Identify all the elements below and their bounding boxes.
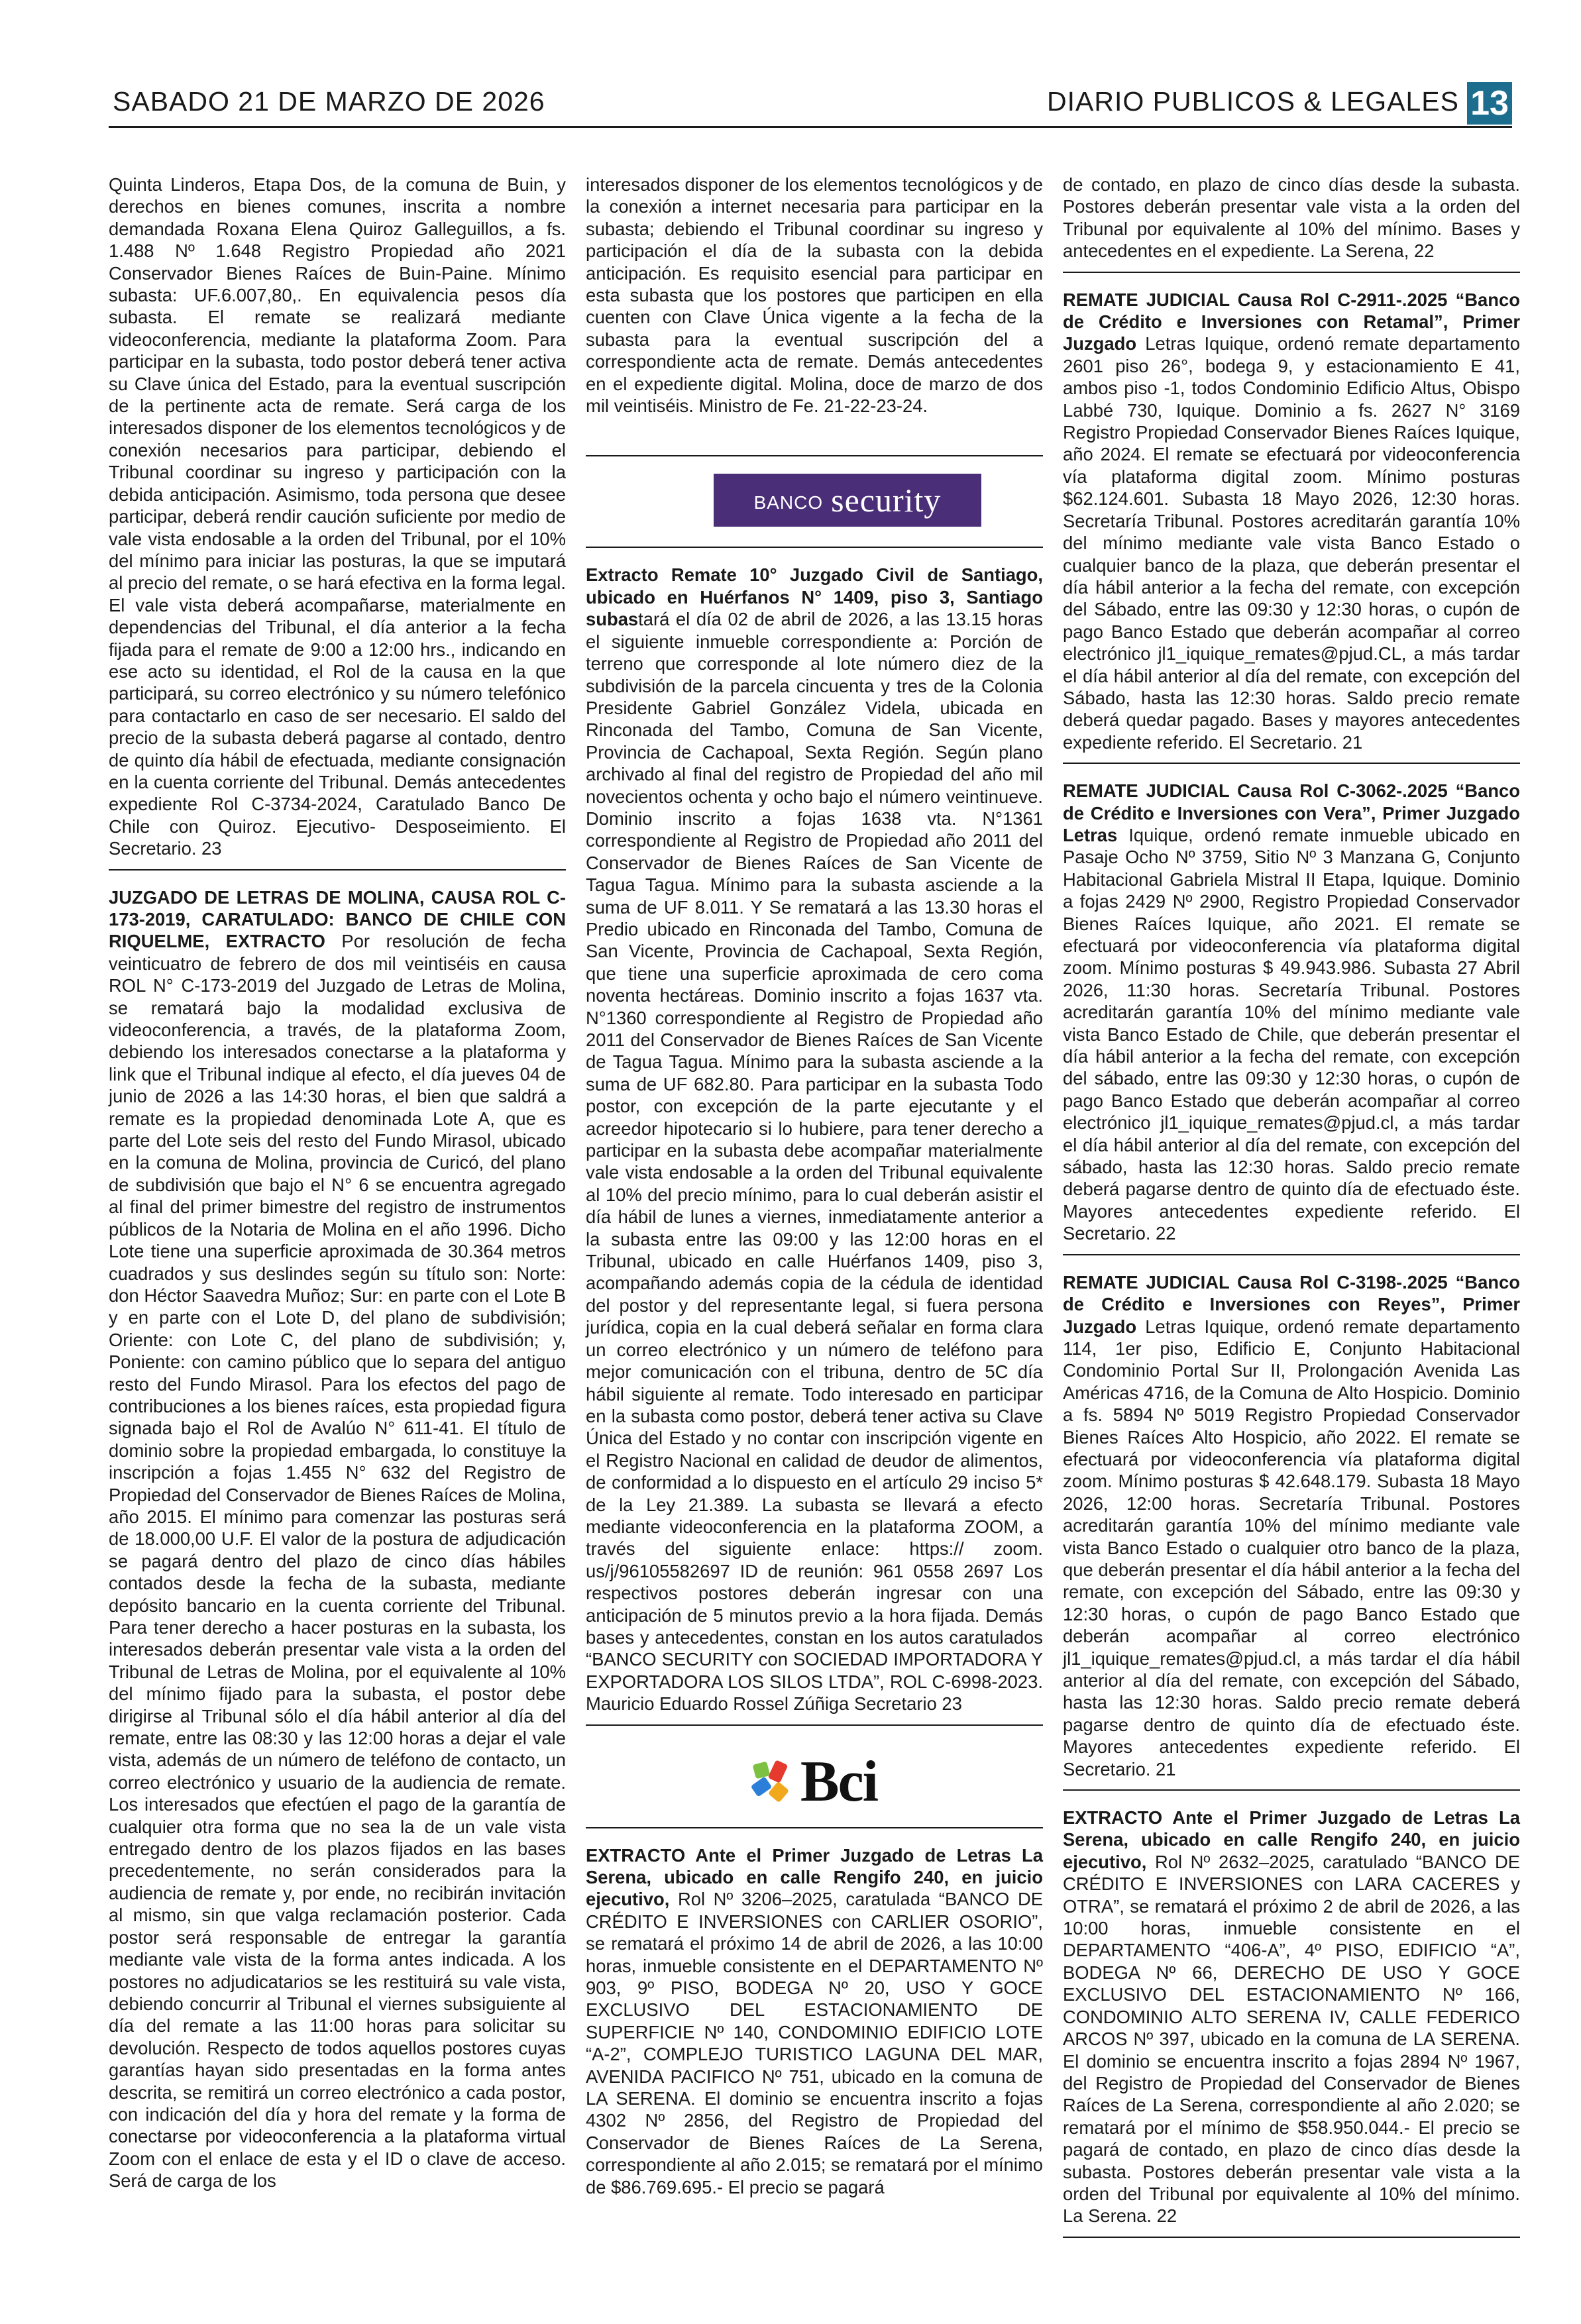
column-1 bbox=[109, 174, 566, 2217]
column-2 bbox=[586, 174, 1043, 2223]
notice-text: de contado, en plazo de cinco días desde la subasta. Postores deberán presentar vale vista a la orden del Tribunal por equivalente al 10% del mínimo. Bases y antecedentes en el expediente. La Serena, 22 bbox=[1063, 174, 1520, 262]
notice-title: JUZGADO DE LETRAS DE MOLINA, CAUSA ROL C-173-2019, CARATULADO: BANCO DE CHILE CON RIQUELME, EXTRACTO bbox=[109, 886, 566, 952]
bci-logo-text: Bci bbox=[800, 1749, 878, 1814]
notice-text bbox=[586, 564, 1043, 1715]
notice-text bbox=[586, 1844, 1043, 2199]
notice-body: Rol Nº 3206–2025, caratulada “BANCO DE CRÉDITO E INVERSIONES con CARLIER OSORIO”, se rematará el próximo 14 de abril de 2026, a las 10:00 horas, inmueble consistente en el DEPARTAMENTO Nº 903, 9º PISO, BODEGA Nº 20, USO Y GOCE EXCLUSIVO DEL ESTACIONAMIENTO DE SUPERFICIE Nº 140, CONDOMINIO EDIFICIO LOTE “A-2”, COMPLEJO TURISTICO LAGUNA DEL MAR, AVENIDA PACIFICO Nº 751, ubicado en la comuna de LA SERENA. El dominio se encuentra inscrito a fojas 4302 Nº 2856, del Registro de Propiedad del Conservador de Bienes Raíces de La Serena, correspondiente al año 2.015; se rematará por el mínimo de $86.769.695.- El precio se pagará bbox=[586, 1889, 1043, 2197]
notice-body: Iquique, ordenó remate inmueble ubicado en Pasaje Ocho Nº 3759, Sitio Nº 3 Manzana G, Conjunto Habitacional Gabriela Mistral II Etapa, Iquique. Dominio a fojas 2429 Nº 2900, Registro Propiedad Conservador Bienes Raíces Iquique, año 2021. El remate se efectuará por videoconferencia vía plataforma digital zoom. Mínimo posturas $ 49.943.986. Subasta 27 Abril 2026, 11:30 horas. Secretaría Tribunal. Postores acreditarán garantía 10% del mínimo mediante vale vista Banco Estado de Chile, que deberán presentar el día hábil anterior a la fecha del remate, con excepción del sábado, entre las 09:30 y 12:30 horas, o cupón de pago Banco Estado que deberán acompañar al correo electrónico jl1_iquique_remates@pjud.cl, a más tardar el día hábil anterior al día del remate, con excepción del sábado, hasta las 12:30 horas. Saldo precio remate deberá pagarse dentro de quinto día de efectuado éste. Mayores antecedentes expediente referido. El Secretario. 22 bbox=[1063, 824, 1520, 1244]
notice-title: REMATE JUDICIAL Causa Rol C-2911-.2025 “Banco de Crédito e Inversiones con Retamal”, Primer Juzgado bbox=[1063, 289, 1520, 354]
column-3 bbox=[1063, 174, 1520, 2254]
notice-10-juzgado-santiago bbox=[586, 564, 1043, 1725]
notice-body: Letras Iquique, ordenó remate departamento 114, 1er piso, Edificio E, Conjunto Habitacional Condominio Portal Sur II, Prolongación Avenida Las Américas 4716, de la Comuna de Alto Hospicio. Dominio a fs. 5894 Nº 5019 Registro Propiedad Conservador Bienes Raíces Alto Hospicio, año 2022. El remate se efectuará por videoconferencia vía plataforma digital zoom. Mínimo posturas $ 42.648.179. Subasta 18 Mayo 2026, 12:00 horas. Secretaría Tribunal. Postores acreditarán garantía 10% del mínimo mediante vale vista Banco Estado o cualquier otro banco de la plaza, que deberán presentar el día hábil anterior a la fecha del remate, con excepción del Sábado, entre las 09:30 y 12:30 horas, o cupón de pago Banco Estado que deberán acompañar al correo electrónico jl1_iquique_remates@pjud.cl, a más tardar el día hábil anterior al día del remate, con excepción del Sábado, hasta las 12:30 horas. Saldo precio remate deberá pagarse dentro de quinto día de efectuado éste. Mayores antecedentes expediente referido. El Secretario. 21 bbox=[1063, 1316, 1520, 1779]
notice-body: Letras Iquique, ordenó remate departamento 2601 piso 26°, bodega 9, y estacionamiento E 41, ambos piso -1, todos Condominio Edificio Altus, Obispo Labbé 730, Iquique. Dominio a fs. 2627 N° 3169 Registro Propiedad Conservador Bienes Raíces Iquique, año 2024. El remate se efectuará por videoconferencia vía plataforma digital zoom. Mínimo posturas $62.124.601. Subasta 18 Mayo 2026, 12:30 horas. Secretaría Tribunal. Postores acreditarán garantía 10% del mínimo mediante vale vista Banco Estado o cualquier banco de la plaza, que deberán presentar el día hábil anterior a la fecha del remate, con excepción del Sábado, entre las 09:30 y 12:30 horas, o cupón de pago Banco Estado que deberán acompañar al correo electrónico jl1_iquique_remates@pjud.CL, a más tardar el día hábil anterior al día del remate, con excepción del Sábado, hasta las 12:30 horas. Saldo precio remate deberá quedar pagado. Bases y mayores antecedentes expediente referido. El Secretario. 21 bbox=[1063, 333, 1520, 753]
notice-title: EXTRACTO Ante el Primer Juzgado de Letras La Serena, ubicado en calle Rengifo 240, en juicio ejecutivo, bbox=[586, 1844, 1043, 1910]
notice-remate-vera bbox=[1063, 780, 1520, 1255]
bci-star-icon bbox=[751, 1758, 794, 1805]
notice-text: Quinta Linderos, Etapa Dos, de la comuna de Buin, y derechos en bienes comunes, inscrita a nombre demandada Roxana Elena Quiroz Galleguillos, a fs. 1.488 Nº 1.648 Registro Propiedad año 2021 Conservador Bienes Raíces de Buin-Paine. Mínimo subasta: UF.6.007,80,. En equivalencia pesos día subasta. El remate se realizará mediante videoconferencia, mediante la plataforma Zoom. Para participar en la subasta, todo postor deberá tener activa su Clave única del Estado, para la eventual suscripción de la pertinente acta de remate. Será carga de los interesados disponer de los elementos tecnológicos y de conexión necesarios para participar, debiendo el Tribunal coordinar su ingreso y participación con la debida anticipación. Asimismo, toda persona que desee participar, deberá rendir caución suficiente por medio de vale vista endosable a la orden del Tribunal, por el 10% del mínimo para iniciar las posturas, la que se imputará al precio del remate, o se hará efectiva en la forma legal. El vale vista deberá acompañarse, materialmente en dependencias del Tribunal, el día anterior a la fecha fijada para el remate de 9:00 a 12:00 hrs., indicando en ese acto su identidad, el Rol de la causa en la que participará, su correo electrónico y su número telefónico para contactarlo en caso de ser necesario. El saldo del precio de la subasta deberá pagarse al contado, dentro de quinto día hábil de efectuada, mediante consignación en la cuenta corriente del Tribunal. Demás antecedentes expediente Rol C-3734-2024, Caratulado Banco De Chile con Quiroz. Ejecutivo- Desposeimiento. El Secretario. 23 bbox=[109, 174, 566, 859]
notice-text bbox=[1063, 1271, 1520, 1780]
bci-logo bbox=[751, 1748, 877, 1815]
notice-text bbox=[1063, 1807, 1520, 2227]
logo-security-text: security bbox=[831, 482, 942, 519]
notice-molina-continued bbox=[586, 174, 1043, 426]
notice-title: EXTRACTO Ante el Primer Juzgado de Letras La Serena, ubicado en calle Rengifo 240, en juicio ejecutivo, bbox=[1063, 1807, 1520, 1872]
notice-title: REMATE JUDICIAL Causa Rol C-3198-.2025 “Banco de Crédito e Inversiones con Reyes”, Primer Juzgado bbox=[1063, 1271, 1520, 1337]
notice-text bbox=[1063, 289, 1520, 754]
notice-text bbox=[109, 886, 566, 2192]
notice-title: REMATE JUDICIAL Causa Rol C-3062-.2025 “Banco de Crédito e Inversiones con Vera”, Primer Juzgado Letras bbox=[1063, 780, 1520, 845]
notice-remate-reyes bbox=[1063, 1271, 1520, 1791]
notice-buin bbox=[109, 174, 566, 871]
notice-la-serena-continued bbox=[1063, 174, 1520, 273]
banco-security-logo bbox=[714, 474, 981, 527]
notice-remate-retamal bbox=[1063, 289, 1520, 765]
notice-body: tará el día 02 de abril de 2026, a las 13.15 horas el siguiente inmueble correspondiente a: Porción de terreno que corresponde al lote número diez de la subdivisión de la parcela cincuenta y tres de la Colonia Presidente Gabriel González Videla, ubicada en Rinconada del Tambo, Comuna de San Vicente, Provincia de Cachapoal, Sexta Región. Según plano archivado al final del registro de Propiedad del año mil novecientos ochenta y ocho bajo el número veintinueve. Dominio inscrito a fojas 1638 vta. N°1361 correspondiente al Registro de Propiedad año 2011 del Conservador de Bienes Raíces de San Vicente de Tagua Tagua. Mínimo para la subasta asciende a la suma de UF 8.011. Y Se rematará a las 13.30 horas el Predio ubicado en Rinconada del Tambo, Comuna de San Vicente, Provincia de Cachapoal, Sexta Región, que tiene una superficie aproximada de cero coma noventa hectáreas. Dominio inscrito a fojas 1637 vta. N°1360 correspondiente al Registro de Propiedad año 2011 del Conservador de Bienes Raíces de San Vicente de Tagua Tagua. Mínimo para la subasta asciende a la suma de UF 682.80. Para participar en la subasta Todo postor, con excepción de la parte ejecutante y el acreedor hipotecario si lo hubiere, para tener derecho a participar en la subasta debe acompañar materialmente vale vista endosable a la orden del Tribunal equivalente al 10% del precio mínimo, para lo cual deberán asistir el día hábil de lunes a viernes, inmediatamente anterior a la subasta entre las 09:00 y las 12:00 horas en el Tribunal, ubicado en calle Huérfanos 1409, piso 3, acompañando además copia de la cédula de identidad del postor y del representante legal, si fuera persona jurídica, copia en la cual deberá señalar en forma clara un correo electrónico y un número de teléfono para mejor comunicación con el tribuna, dentro de 5C día hábil siguiente al remate. Todo interesado en participar en la subasta como postor, deberá tener activa su Clave Única del Estado y no contar con inscripción vigente en el Registro Nacional en calidad de deudor de alimentos, de conformidad a lo dispuesto en el artículo 29 inciso 5* de la Ley 21.389. La subasta se llevará a efecto mediante videoconferencia en la plataforma ZOOM, a través del siguiente enlace: https:// zoom. us/j/96105582697 ID de reunión: 961 0558 2697 Los respectivos postores deberán ingresar con una anticipación de 5 minutos previo a la hora fijada. Demás bases y antecedentes, constan en los autos caratulados “BANCO SECURITY con SOCIEDAD IMPORTADORA Y EXPORTADORA LOS SILOS LTDA”, ROL C-6998-2023. Mauricio Eduardo Rossel Zúñiga Secretario 23 bbox=[586, 609, 1043, 1715]
notice-la-serena-lara bbox=[1063, 1807, 1520, 2238]
notice-la-serena-carlier bbox=[586, 1844, 1043, 2208]
publication-name: DIARIO PUBLICOS & LEGALES bbox=[1047, 86, 1459, 117]
banco-security-ad bbox=[586, 455, 1043, 548]
notice-text bbox=[1063, 780, 1520, 1245]
bci-ad bbox=[586, 1742, 1043, 1828]
notice-title: Extracto Remate 10° Juzgado Civil de Santiago, ubicado en Huérfanos N° 1409, piso 3, Santiago subas bbox=[586, 564, 1043, 630]
notice-text: interesados disponer de los elementos tecnológicos y de la conexión a internet necesaria para participar en la subasta; debiendo el Tribunal coordinar su ingreso y participación el día de la subasta con la debida anticipación. Es requisito esencial para participar en esta subasta que los postores que participen en ella cuenten con Clave Única vigente a la fecha de la subasta para la eventual suscripción del a correspondiente acta de remate. Demás antecedentes en el expediente digital. Molina, doce de marzo de dos mil veintiséis. Ministro de Fe. 21-22-23-24. bbox=[586, 174, 1043, 417]
notice-molina bbox=[109, 886, 566, 2201]
publication-date: SABADO 21 DE MARZO DE 2026 bbox=[113, 86, 545, 117]
page-number-badge: 13 bbox=[1467, 82, 1512, 125]
page-header bbox=[109, 85, 1512, 128]
logo-banco-text: BANCO bbox=[753, 492, 824, 513]
notice-body: Por resolución de fecha veinticuatro de febrero de dos mil veintiséis en causa ROL N° C-173-2019 del Juzgado de Letras de Molina, se rematará bajo la modalidad exclusiva de videoconferencia, a través, de la plataforma Zoom, debiendo los interesados conectarse a la plataforma y link que el Tribunal indique al efecto, el día jueves 04 de junio de 2026 a las 14:30 horas, el bien que saldrá a remate es la propiedad denominada Lote A, que es parte del Lote seis del resto del Fundo Mirasol, ubicado en la comuna de Molina, provincia de Curicó, del plano de subdivisión que bajo el N° 6 se encuentra agregado al final del primer bimestre del registro de instrumentos públicos de la Notaria de Molina en el año 1996. Dicho Lote tiene una superficie aproximada de 30.364 metros cuadrados y sus deslindes según su título son: Norte: don Héctor Saavedra Muñoz; Sur: en parte con el Lote B y en parte con el Lote D, del plano de subdivisión; Oriente: con Lote C, del plano de subdivisión; y, Poniente: con camino público que lo separa del antiguo resto del Fundo Mirasol. Para los efectos del pago de contribuciones a los bienes raíces, esta propiedad figura signada bajo el Rol de Avalúo N° 611-41. El título de dominio sobre la propiedad embargada, lo constituye la inscripción a fojas 1.455 N° 632 del Registro de Propiedad del Conservador de Bienes Raíces de Molina, año 2015. El mínimo para comenzar las posturas será de 18.000,00 U.F. El valor de la postura de adjudicación se pagará dentro del plazo de cinco días hábiles contados desde la fecha de la subasta, mediante depósito bancario en la cuenta corriente del Tribunal. Para tener derecho a hacer posturas en la subasta, los interesados deberán presentar vale vista a la orden del Tribunal de Letras de Molina, por el equivalente al 10% del mínimo fijado para la subasta, el postor debe dirigirse al Tribunal sólo el día hábil anterior al día del remate, entre las 08:30 y las 12:00 horas a dejar el vale vista, además de un número de teléfono de contacto, un correo electrónico y usuario de la audiencia de remate. Los interesados que efectúen el pago de la garantía de cualquier otra forma que no sea la de un vale vista entregado dentro de los plazos fijados en las bases precedentemente, no serán considerados para la audiencia de remate y, por ende, no recibirán invitación al mismo, sin que valga reclamación posterior. Cada postor será responsable de entregar la garantía mediante vale vista de la forma antes indicada. A los postores no adjudicatarios se les restituirá su vale vista, debiendo concurrir al Tribunal el viernes subsiguiente al día del remate a las 11:00 horas para solicitar su devolución. Respecto de todos aquellos postores cuyas garantías hayan sido presentadas en la forma antes descrita, se remitirá un correo electrónico a cada postor, con indicación del día y hora del remate y la forma de conectarse por videoconferencia a la plataforma virtual Zoom con el enlace de esta y el ID o clave de acceso. Será de carga de los bbox=[109, 931, 566, 2192]
notice-body: Rol Nº 2632–2025, caratulado “BANCO DE CRÉDITO E INVERSIONES con LARA CACERES y OTRA”, se rematará el próximo 2 de abril de 2026, a las 10:00 horas, inmueble consistente en el DEPARTAMENTO “406-A”, 4º PISO, EDIFICIO “A”, BODEGA Nº 66, DERECHO DE USO Y GOCE EXCLUSIVO DEL ESTACIONAMIENTO Nº 166, CONDOMINIO ALTO SERENA IV, CALLE FEDERICO ARCOS Nº 397, ubicado en la comuna de LA SERENA. El dominio se encuentra inscrito a fojas 2894 Nº 1967, del Registro de Propiedad del Conservador de Bienes Raíces de La Serena, correspondiente al año 2.020; se rematará por el mínimo de $58.950.044.- El precio se pagará de contado, en plazo de cinco días desde la subasta. Postores deberán presentar vale vista a la orden del Tribunal por equivalente al 10% del mínimo. La Serena. 22 bbox=[1063, 1851, 1520, 2227]
